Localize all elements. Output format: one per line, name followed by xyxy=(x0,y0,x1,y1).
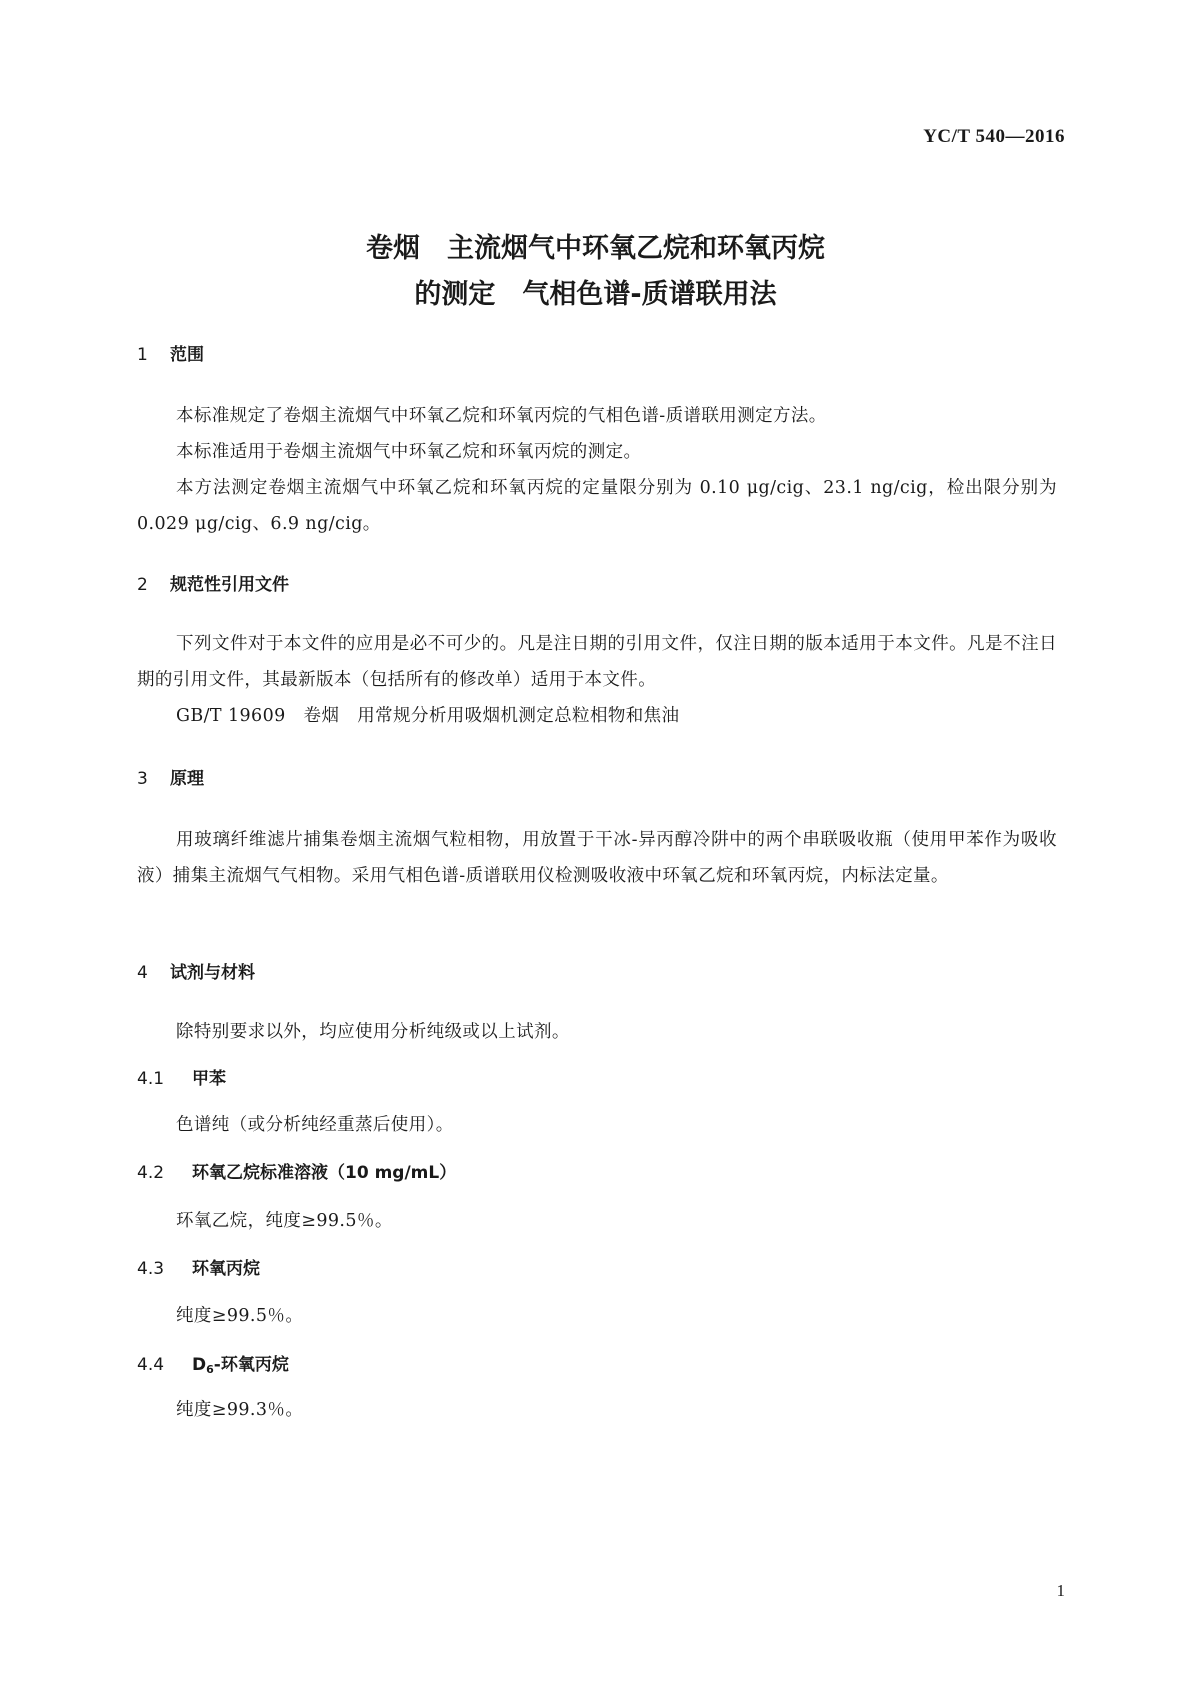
section-title: 原理 xyxy=(170,769,204,789)
section-4-3-paragraph: 纯度≥99.5％。 xyxy=(176,1306,304,1326)
title-line-2: 的测定 气相色谱-质谱联用法 xyxy=(414,279,777,310)
subsection-title: 甲苯 xyxy=(192,1069,226,1089)
section-2-heading xyxy=(137,570,289,595)
subsection-number: 4.3 xyxy=(137,1259,165,1279)
section-title: 试剂与材料 xyxy=(170,963,255,983)
title-prefix: D xyxy=(192,1355,207,1375)
section-number: 2 xyxy=(137,575,148,595)
title-subscript: 6 xyxy=(206,1363,214,1376)
section-4-2-paragraph: 环氧乙烷，纯度≥99.5％。 xyxy=(176,1211,393,1231)
section-4-3-heading xyxy=(137,1254,260,1279)
section-3-paragraph-1: 用玻璃纤维滤片捕集卷烟主流烟气粒相物，用放置于干冰-异丙醇冷阱中的两个串联吸收瓶（使用甲苯作为吸收液）捕集主流烟气气相物。采用气相色谱-质谱联用仪检测吸收液中环氧乙烷和环氧丙烷，内标法定量。 xyxy=(137,830,1057,886)
section-2-paragraph-1: 下列文件对于本文件的应用是必不可少的。凡是注日期的引用文件，仅注日期的版本适用于本文件。凡是不注日期的引用文件，其最新版本（包括所有的修改单）适用于本文件。 xyxy=(137,634,1057,690)
section-1-paragraph-2: 本标准适用于卷烟主流烟气中环氧乙烷和环氧丙烷的测定。 xyxy=(176,442,642,462)
section-4-heading xyxy=(137,958,255,983)
section-number: 4 xyxy=(137,963,148,983)
section-4-2-heading xyxy=(137,1158,456,1183)
section-title: 规范性引用文件 xyxy=(170,575,289,595)
section-2-reference: GB/T 19609 卷烟 用常规分析用吸烟机测定总粒相物和焦油 xyxy=(176,706,680,726)
section-4-1-heading xyxy=(137,1064,226,1089)
section-4-4-paragraph: 纯度≥99.3％。 xyxy=(176,1400,304,1420)
title-rest: -环氧丙烷 xyxy=(213,1355,289,1375)
document-code: YC/T 540—2016 xyxy=(923,126,1065,147)
subsection-title xyxy=(192,1355,289,1375)
section-1-heading xyxy=(137,340,204,365)
page-number: 1 xyxy=(1056,1581,1065,1600)
section-number: 1 xyxy=(137,345,148,365)
section-1-paragraph-1: 本标准规定了卷烟主流烟气中环氧乙烷和环氧丙烷的气相色谱-质谱联用测定方法。 xyxy=(176,406,827,426)
section-4-paragraph-1: 除特别要求以外，均应使用分析纯级或以上试剂。 xyxy=(176,1022,570,1042)
document-title xyxy=(0,226,1191,318)
section-title: 范围 xyxy=(170,345,204,365)
section-4-1-paragraph: 色谱纯（或分析纯经重蒸后使用）。 xyxy=(176,1115,454,1135)
subsection-number: 4.1 xyxy=(137,1069,165,1089)
section-number: 3 xyxy=(137,769,148,789)
subsection-title: 环氧乙烷标准溶液（10 mg/mL） xyxy=(192,1163,457,1183)
subsection-title: 环氧丙烷 xyxy=(192,1259,260,1279)
section-4-4-heading xyxy=(137,1350,289,1376)
section-1-paragraph-3: 本方法测定卷烟主流烟气中环氧乙烷和环氧丙烷的定量限分别为 0.10 μg/cig、23.1 ng/cig，检出限分别为 0.029 μg/cig、6.9 ng/cig。 xyxy=(137,478,1057,534)
subsection-number: 4.2 xyxy=(137,1163,165,1183)
subsection-number: 4.4 xyxy=(137,1355,165,1375)
title-line-1: 卷烟 主流烟气中环氧乙烷和环氧丙烷 xyxy=(366,233,825,264)
section-3-heading xyxy=(137,764,204,789)
